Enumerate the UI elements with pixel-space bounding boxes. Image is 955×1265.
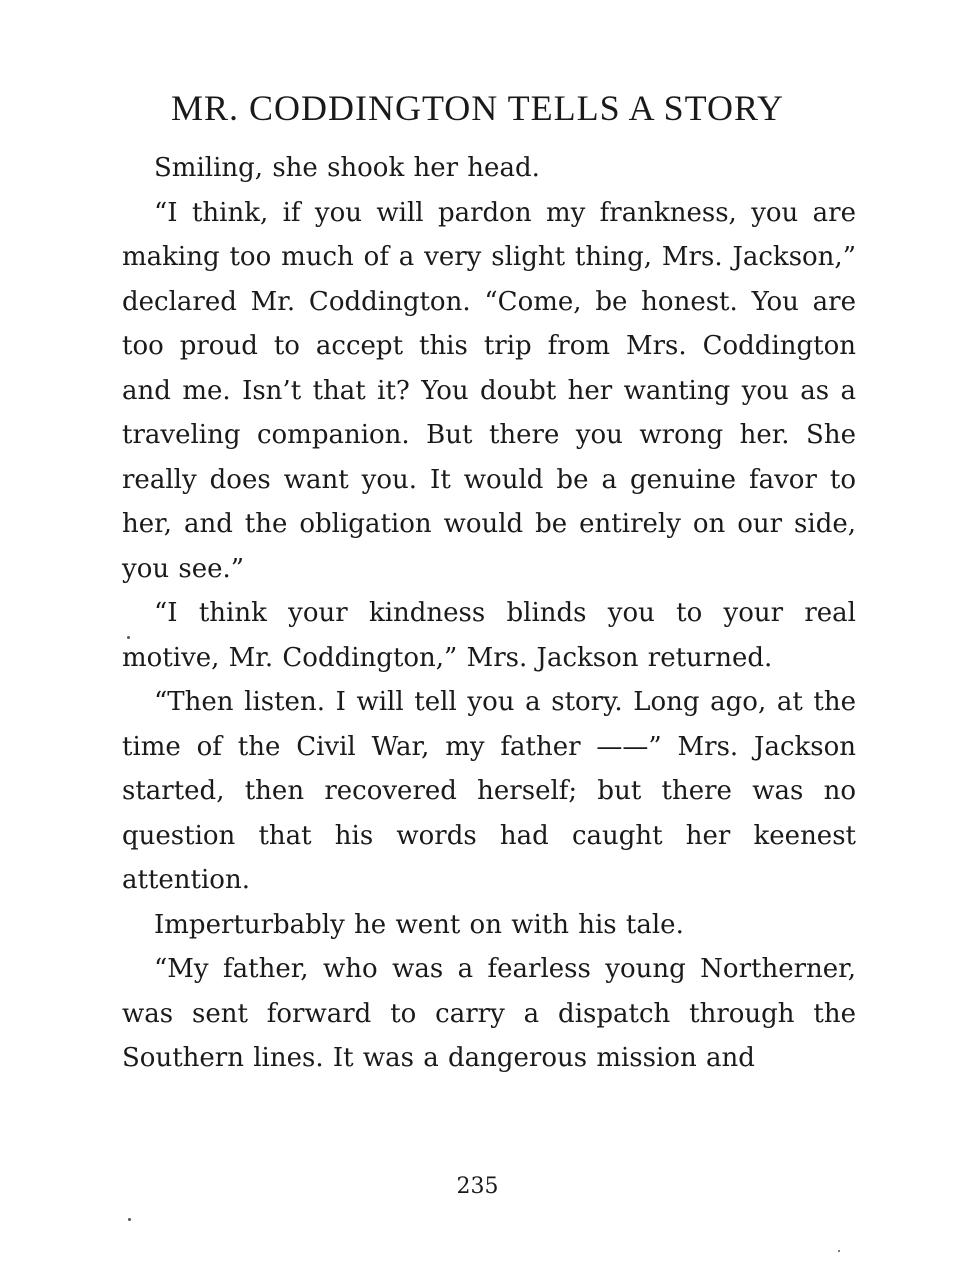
paragraph: “I think, if you will pardon my frankness, you are making too much of a very slight thing, Mrs. Jackson,” declared Mr. Coddington. “Come, be honest. You are too proud to accept this trip from Mrs. Coddington and me. Isn’t that it? You doubt her wanting you as a traveling companion. But there you wrong her. She really does want you. It would be a genuine favor to her, and the obligation would be entirely on our side, you see.” xyxy=(122,197,856,584)
ink-speck xyxy=(128,1218,131,1221)
paragraph: Smiling, she shook her head. xyxy=(154,153,540,183)
page-number: 235 xyxy=(456,1174,499,1199)
paragraph: “I think your kindness blinds you to your real motive, Mr. Coddington,” Mrs. Jackson returned. xyxy=(122,598,856,673)
paragraph: “My father, who was a fearless young Northerner, was sent forward to carry a dispatch through the Southern lines. It was a dangerous mission and xyxy=(122,954,856,1073)
ink-speck xyxy=(127,636,130,639)
body-text xyxy=(122,146,856,1081)
paragraph: “Then listen. I will tell you a story. Long ago, at the time of the Civil War, my father ——” Mrs. Jackson started, then recovered herself; but there was no question that his words had caught her keenest attention. xyxy=(122,687,856,895)
running-head: MR. CODDINGTON TELLS A STORY xyxy=(170,88,785,128)
ink-speck xyxy=(838,1250,840,1252)
paragraph: Imperturbably he went on with his tale. xyxy=(154,909,684,940)
